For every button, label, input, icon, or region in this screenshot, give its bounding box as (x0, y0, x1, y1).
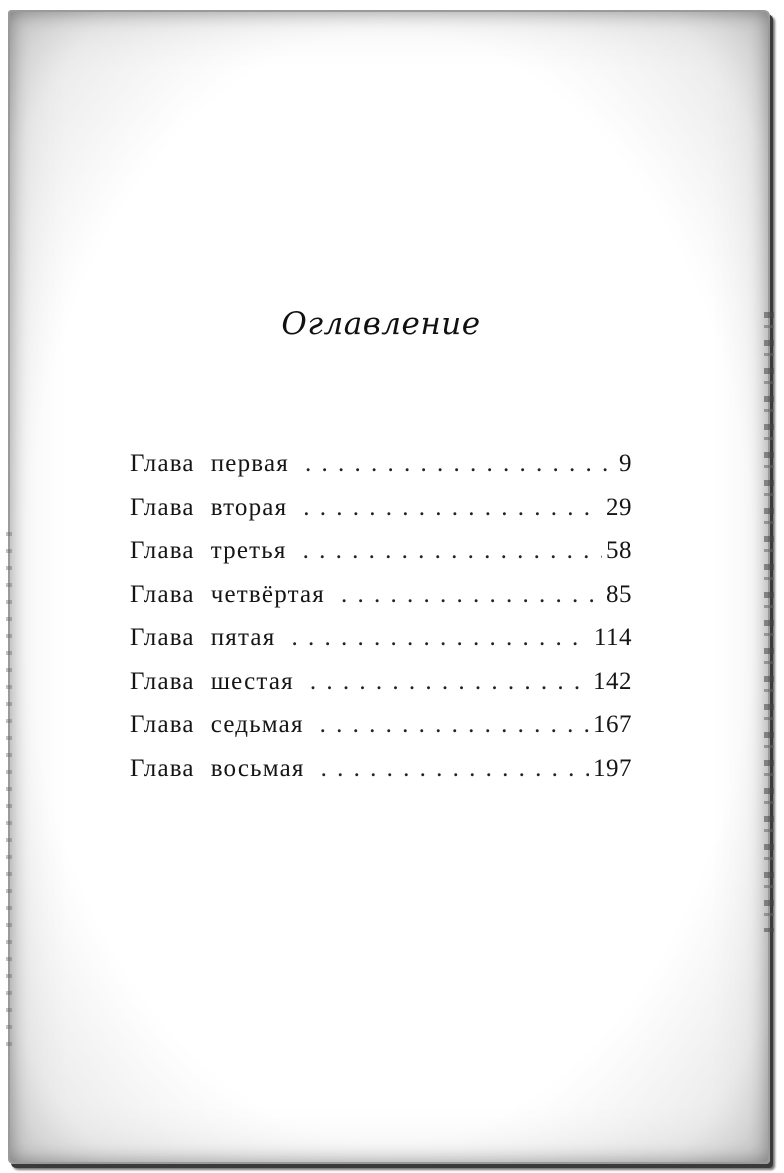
toc-chapter-label: Глава (130, 580, 195, 608)
toc-leader-dots (303, 494, 602, 522)
toc-entry (130, 755, 632, 799)
toc-entry (130, 494, 632, 538)
toc-chapter-label: Глава (130, 754, 195, 782)
toc-chapter-name: восьмая (210, 754, 305, 782)
table-of-contents (130, 450, 632, 798)
toc-chapter-name: вторая (210, 493, 288, 521)
toc-entry (130, 581, 632, 625)
toc-chapter-label: Глава (130, 667, 195, 695)
toc-chapter-label: Глава (130, 493, 195, 521)
toc-chapter-label: Глава (130, 537, 195, 564)
toc-entry (130, 537, 632, 581)
toc-chapter-label: Глава (130, 711, 195, 738)
toc-leader-dots (321, 755, 589, 783)
toc-entry (130, 624, 632, 668)
toc-chapter-label: Глава (130, 624, 195, 651)
torn-edge-left (6, 532, 12, 1052)
toc-chapter-name: шестая (210, 667, 294, 695)
toc-entry (130, 450, 632, 494)
toc-page-number: 167 (593, 711, 632, 738)
toc-page-number: 142 (593, 667, 632, 695)
toc-chapter-label: Глава (130, 450, 195, 477)
toc-entry (130, 668, 632, 712)
page-title: Оглавление (281, 306, 481, 342)
toc-page-number: 58 (606, 537, 632, 564)
toc-chapter-name: седьмая (210, 711, 304, 738)
torn-edge-right (764, 312, 774, 932)
toc-page-number: 29 (606, 493, 632, 521)
toc-page-number: 85 (606, 580, 632, 608)
toc-entry (130, 711, 632, 755)
toc-page-number: 114 (593, 624, 632, 651)
toc-leader-dots (341, 581, 602, 609)
toc-page-number: 9 (619, 450, 632, 477)
toc-leader-dots (310, 668, 589, 696)
toc-chapter-name: третья (210, 537, 287, 564)
toc-chapter-name: пятая (210, 624, 276, 651)
toc-leader-dots (305, 450, 615, 478)
toc-page-number: 197 (593, 754, 632, 782)
toc-leader-dots (303, 537, 602, 565)
toc-chapter-name: четвёртая (210, 580, 326, 608)
toc-leader-dots (291, 624, 589, 652)
toc-leader-dots (320, 711, 589, 739)
toc-chapter-name: первая (210, 450, 289, 477)
